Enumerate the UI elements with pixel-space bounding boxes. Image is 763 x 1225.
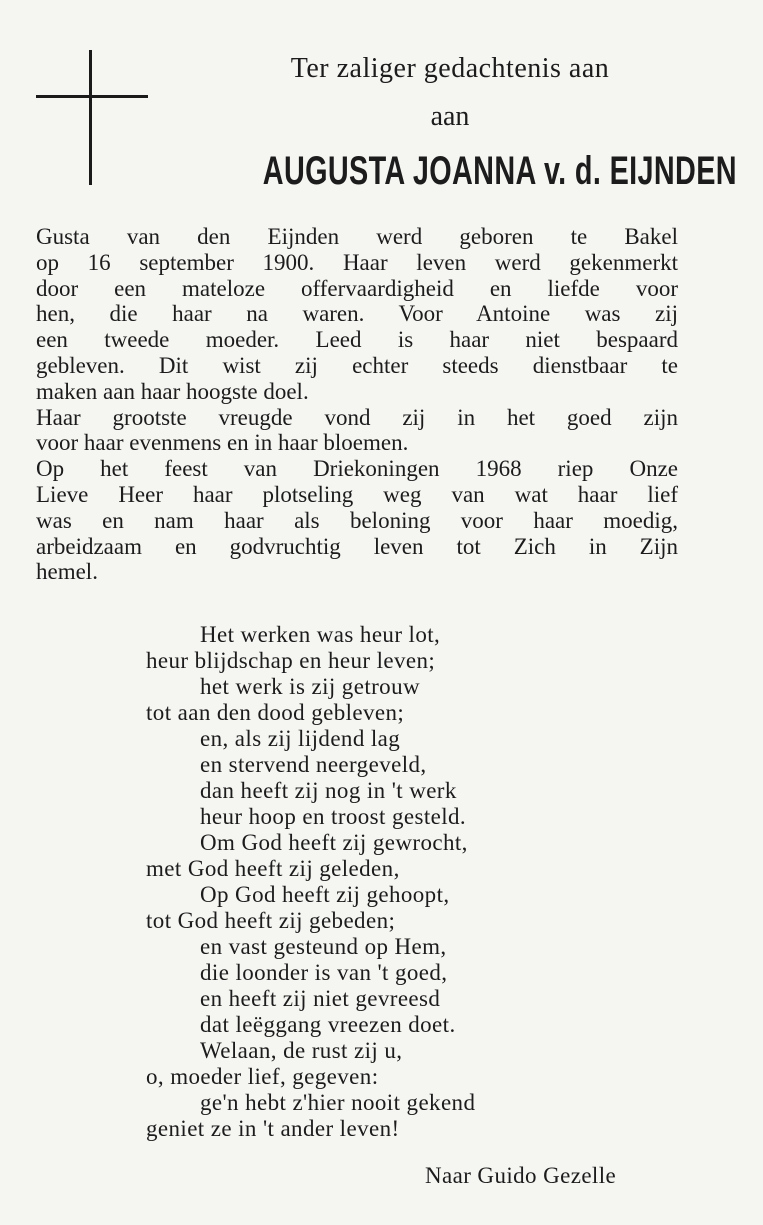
poem-line: ge'n hebt z'hier nooit gekend [200, 1090, 476, 1115]
poem-line: Het werken was heur lot, [200, 622, 441, 647]
poem-line: en stervend neergeveld, [200, 752, 427, 777]
biography-line: een tweede moeder. Leed is haar niet bespaard [36, 327, 678, 353]
poem-line: en vast gesteund op Hem, [200, 934, 447, 959]
biography-line: hen, die haar na waren. Voor Antoine was zij [36, 301, 678, 327]
biography-line: voor haar evenmens en in haar bloemen. [36, 430, 409, 456]
poem-line: dat leëggang vreezen doet. [200, 1012, 456, 1037]
poem-line: tot aan den dood gebleven; [146, 700, 405, 725]
poem-line: Om God heeft zij gewrocht, [200, 830, 468, 855]
biography-line: maken aan haar hoogste doel. [36, 378, 309, 404]
poem-line: heur blijdschap en heur leven; [146, 648, 436, 673]
poem-line: Op God heeft zij gehoopt, [200, 882, 450, 907]
poem-line: en, als zij lijdend lag [200, 726, 401, 751]
poem-line: o, moeder lief, gegeven: [146, 1064, 379, 1089]
poem-line: met God heeft zij geleden, [146, 856, 400, 881]
poem-attribution: Naar Guido Gezelle [425, 1163, 617, 1188]
biography-line: door een mateloze offervaardigheid en liefde voor [36, 275, 678, 301]
biography-line: Lieve Heer haar plotseling weg van wat haar lief [36, 481, 678, 507]
deceased-name: AUGUSTA JOANNA v. d. EIJNDEN [262, 149, 737, 193]
biography-line: op 16 september 1900. Haar leven werd gekenmerkt [36, 249, 678, 275]
biography-line: hemel. [36, 559, 98, 585]
poem-line: heur hoop en troost gesteld. [200, 804, 467, 829]
poem-line: die loonder is van 't goed, [200, 960, 448, 985]
biography-line: was en nam haar als beloning voor haar moedig, [36, 507, 678, 533]
poem-line: Welaan, de rust zij u, [200, 1038, 403, 1063]
poem-line: en heeft zij niet gevreesd [200, 986, 441, 1011]
poem-line: het werk is zij getrouw [200, 674, 420, 699]
biography-line: Gusta van den Eijnden werd geboren te Bakel [36, 224, 678, 249]
cross-icon [36, 50, 148, 185]
poem-line: tot God heeft zij gebeden; [146, 908, 396, 933]
biography-line: Haar grootste vreugde vond zij in het goed zijn [36, 404, 678, 430]
biography-line: gebleven. Dit wist zij echter steeds dienstbaar te [36, 352, 678, 378]
biography [36, 224, 678, 585]
memorial-heading-aan: aan [430, 101, 470, 132]
poem-line: geniet ze in 't ander leven! [146, 1116, 400, 1141]
poem-line: dan heeft zij nog in 't werk [200, 778, 457, 803]
biography-line: arbeidzaam en godvruchtig leven tot Zich in Zijn [36, 533, 678, 559]
memorial-heading: Ter zaliger gedachtenis aan [290, 53, 610, 84]
biography-line: Op het feest van Driekoningen 1968 riep Onze [36, 456, 678, 482]
